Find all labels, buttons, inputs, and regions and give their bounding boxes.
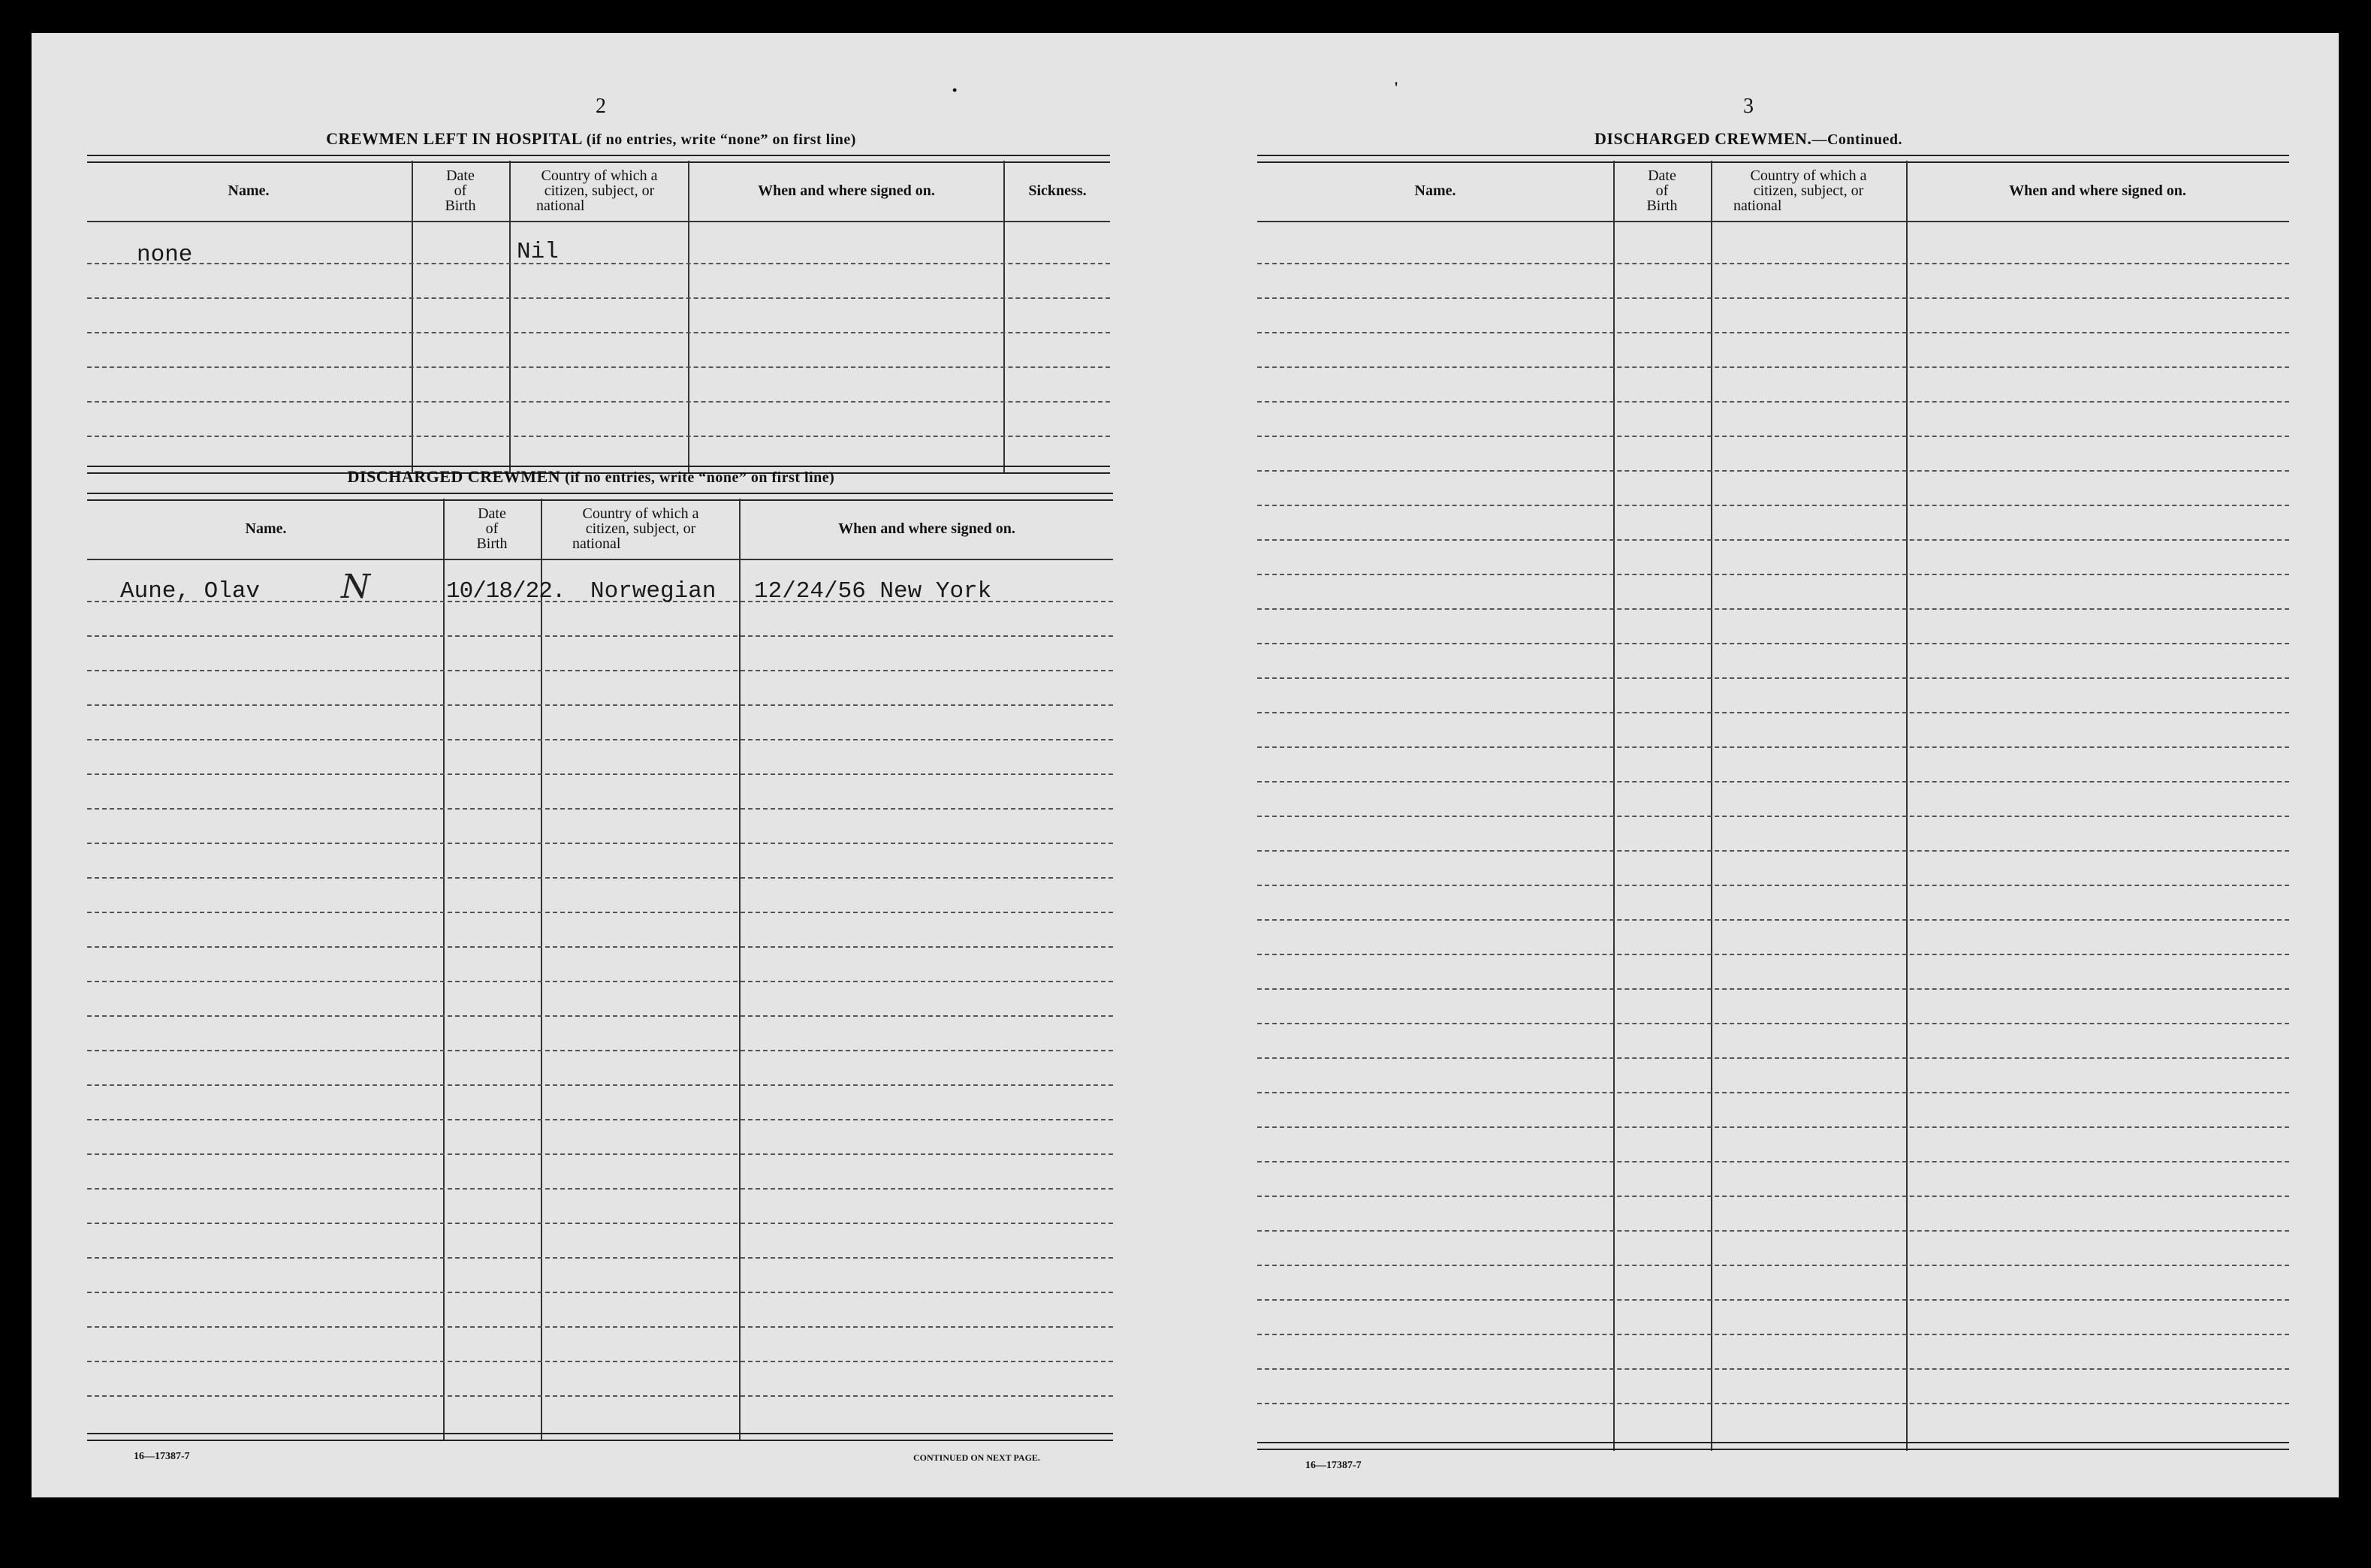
hospital-section-title <box>77 129 1106 149</box>
discharged-header-signed: When and where signed on. <box>838 520 1015 537</box>
hospital-top-rule <box>87 155 1110 163</box>
hospital-header-signed: When and where signed on. <box>758 182 935 199</box>
right-header-rule <box>1257 221 2289 222</box>
hospital-title-text: CREWMEN LEFT IN HOSPITAL <box>326 129 582 148</box>
right-header-signed: When and where signed on. <box>2009 182 2186 199</box>
right-col-divider-3 <box>1906 161 1908 1451</box>
discharged-col-divider-1 <box>443 499 445 1440</box>
hospital-header-dob: Date of Birth <box>445 167 476 214</box>
page-number-right: 3 <box>1743 95 1754 118</box>
discharged-col-divider-2 <box>541 499 542 1440</box>
hospital-line-1 <box>87 263 1110 264</box>
discharged-col-divider-3 <box>739 499 741 1440</box>
hospital-line-5 <box>87 401 1110 403</box>
discharged-header-name: Name. <box>245 520 287 537</box>
hospital-header-name: Name. <box>228 182 270 199</box>
discharged-entry-country: Norwegian <box>590 578 716 605</box>
left-page <box>32 33 1185 1497</box>
discharged-bottom-rule <box>87 1433 1113 1441</box>
right-header-country: Country of which a citizen, subject, or national <box>1733 167 1867 214</box>
right-bottom-rule <box>1257 1442 2289 1450</box>
stray-mark: • <box>952 83 958 98</box>
hospital-line-2 <box>87 297 1110 299</box>
discharged-entry-dob: 10/18/22. <box>446 578 566 605</box>
continued-note: CONTINUED ON NEXT PAGE. <box>913 1452 1040 1463</box>
discharged-entry-name: Aune, Olav <box>120 578 261 605</box>
discharged-section-title <box>77 467 1106 487</box>
hospital-col-divider-2 <box>509 161 511 473</box>
hospital-line-4 <box>87 366 1110 368</box>
continued-suffix: —Continued. <box>1811 131 1902 148</box>
form-number-right: 16—17387-7 <box>1305 1460 1362 1471</box>
right-col-divider-2 <box>1711 161 1712 1451</box>
hospital-col-divider-1 <box>412 161 413 473</box>
form-number-left: 16—17387-7 <box>134 1451 190 1462</box>
right-top-rule <box>1257 155 2289 163</box>
hospital-instruction: (if no entries, write “none” on first line) <box>586 131 856 148</box>
right-header-name: Name. <box>1414 182 1456 199</box>
discharged-continued-title-text: DISCHARGED CREWMEN. <box>1594 129 1812 148</box>
discharged-top-rule <box>87 493 1113 501</box>
hospital-col-divider-4 <box>1003 161 1005 473</box>
stray-mark-right: ' <box>1394 78 1399 97</box>
discharged-header-rule <box>87 559 1113 560</box>
page-number-left: 2 <box>596 95 606 118</box>
hospital-col-divider-3 <box>688 161 689 473</box>
hospital-header-sickness: Sickness. <box>1028 182 1087 199</box>
right-header-dob: Date of Birth <box>1646 167 1678 214</box>
hospital-line-6 <box>87 436 1110 437</box>
hospital-line-3 <box>87 332 1110 333</box>
discharged-continued-title <box>1223 129 2274 149</box>
hospital-header-rule <box>87 221 1110 222</box>
discharged-header-country: Country of which a citizen, subject, or national <box>572 505 699 552</box>
discharged-header-dob: Date of Birth <box>476 505 508 552</box>
check-mark: N <box>336 568 374 606</box>
right-page <box>1185 33 2339 1497</box>
document-sheet <box>32 33 2339 1497</box>
right-col-divider-1 <box>1613 161 1615 1451</box>
discharged-title-text: DISCHARGED CREWMEN <box>347 467 561 486</box>
discharged-instruction: (if no entries, write “none” on first line) <box>565 469 835 486</box>
discharged-entry-signed: 12/24/56 New York <box>754 578 992 605</box>
hospital-entry-name: none <box>137 242 193 268</box>
hospital-header-country: Country of which a citizen, subject, or national <box>536 167 658 214</box>
hospital-entry-country: Nil <box>517 239 559 265</box>
